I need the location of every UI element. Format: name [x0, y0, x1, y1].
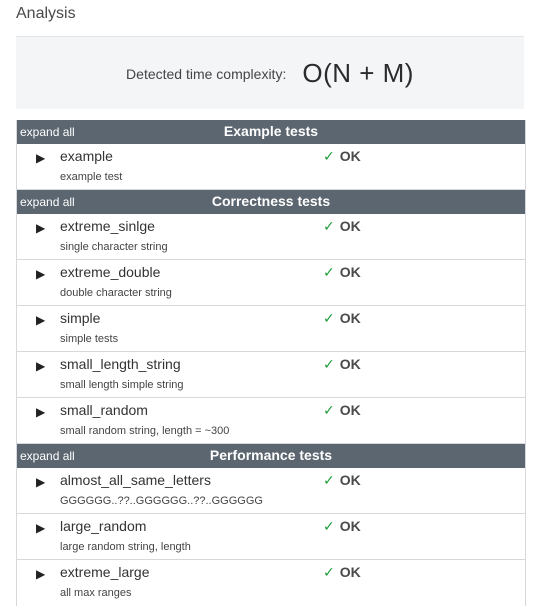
test-row[interactable]	[17, 260, 525, 306]
test-status	[323, 218, 361, 235]
expand-all-link[interactable]: expand all	[20, 125, 75, 139]
status-text: OK	[339, 218, 361, 234]
check-icon: ✓	[323, 264, 335, 280]
status-text: OK	[339, 472, 361, 488]
test-name: small_length_string	[60, 356, 181, 372]
group-header-correctness-tests	[17, 190, 525, 214]
expand-arrow-icon[interactable]: ▶	[36, 475, 46, 489]
expand-arrow-icon[interactable]: ▶	[36, 267, 46, 281]
test-status	[323, 472, 361, 489]
test-status	[323, 264, 361, 281]
check-icon: ✓	[323, 218, 335, 234]
test-description: simple tests	[60, 333, 119, 345]
expand-arrow-icon[interactable]: ▶	[36, 151, 46, 165]
test-status	[323, 402, 361, 419]
test-row[interactable]	[17, 214, 525, 260]
test-name: example	[60, 148, 113, 164]
group-title: Correctness tests	[211, 193, 331, 209]
status-text: OK	[339, 148, 361, 164]
test-row[interactable]	[17, 514, 525, 560]
expand-all-link[interactable]: expand all	[20, 449, 75, 463]
test-name: simple	[60, 310, 101, 326]
test-description: double character string	[60, 287, 172, 299]
test-name: almost_all_same_letters	[60, 472, 211, 488]
test-row[interactable]	[17, 144, 525, 190]
expand-arrow-icon[interactable]: ▶	[36, 359, 46, 373]
expand-arrow-icon[interactable]: ▶	[36, 521, 46, 535]
test-name: large_random	[60, 518, 147, 534]
status-text: OK	[339, 310, 361, 326]
test-row[interactable]	[17, 398, 525, 444]
status-text: OK	[339, 402, 361, 418]
check-icon: ✓	[323, 518, 335, 534]
test-results-table	[16, 120, 526, 606]
test-row[interactable]	[17, 306, 525, 352]
status-text: OK	[339, 264, 361, 280]
test-row[interactable]	[17, 468, 525, 514]
check-icon: ✓	[323, 402, 335, 418]
check-icon: ✓	[323, 148, 335, 164]
test-status	[323, 518, 361, 535]
test-description: GGGGGG..??..GGGGGG..??..GGGGGG	[60, 495, 263, 507]
test-description: small random string, length = ~300	[60, 425, 230, 437]
complexity-label: Detected time complexity:	[126, 66, 287, 82]
test-description: large random string, length	[60, 541, 191, 553]
test-row[interactable]	[17, 352, 525, 398]
test-description: example test	[60, 171, 123, 183]
status-text: OK	[339, 356, 361, 372]
test-name: extreme_large	[60, 564, 150, 580]
expand-arrow-icon[interactable]: ▶	[36, 221, 46, 235]
expand-arrow-icon[interactable]: ▶	[36, 567, 46, 581]
test-description: single character string	[60, 241, 168, 253]
test-name: extreme_double	[60, 264, 161, 280]
test-status	[323, 148, 361, 165]
check-icon: ✓	[323, 564, 335, 580]
test-description: all max ranges	[60, 587, 132, 599]
expand-all-link[interactable]: expand all	[20, 195, 75, 209]
complexity-panel	[16, 36, 524, 109]
complexity-value: O(N + M)	[302, 57, 414, 88]
check-icon: ✓	[323, 356, 335, 372]
test-name: extreme_sinlge	[60, 218, 155, 234]
test-status	[323, 564, 361, 581]
test-description: small length simple string	[60, 379, 184, 391]
check-icon: ✓	[323, 472, 335, 488]
expand-arrow-icon[interactable]: ▶	[36, 405, 46, 419]
test-row[interactable]	[17, 560, 525, 605]
status-text: OK	[339, 564, 361, 580]
group-title: Performance tests	[209, 447, 333, 463]
group-header-performance-tests	[17, 444, 525, 468]
group-title: Example tests	[223, 123, 319, 139]
group-header-example-tests	[17, 120, 525, 144]
expand-arrow-icon[interactable]: ▶	[36, 313, 46, 327]
check-icon: ✓	[323, 310, 335, 326]
test-name: small_random	[60, 402, 148, 418]
test-status	[323, 356, 361, 373]
page-heading: Analysis	[16, 5, 76, 22]
test-status	[323, 310, 361, 327]
status-text: OK	[339, 518, 361, 534]
